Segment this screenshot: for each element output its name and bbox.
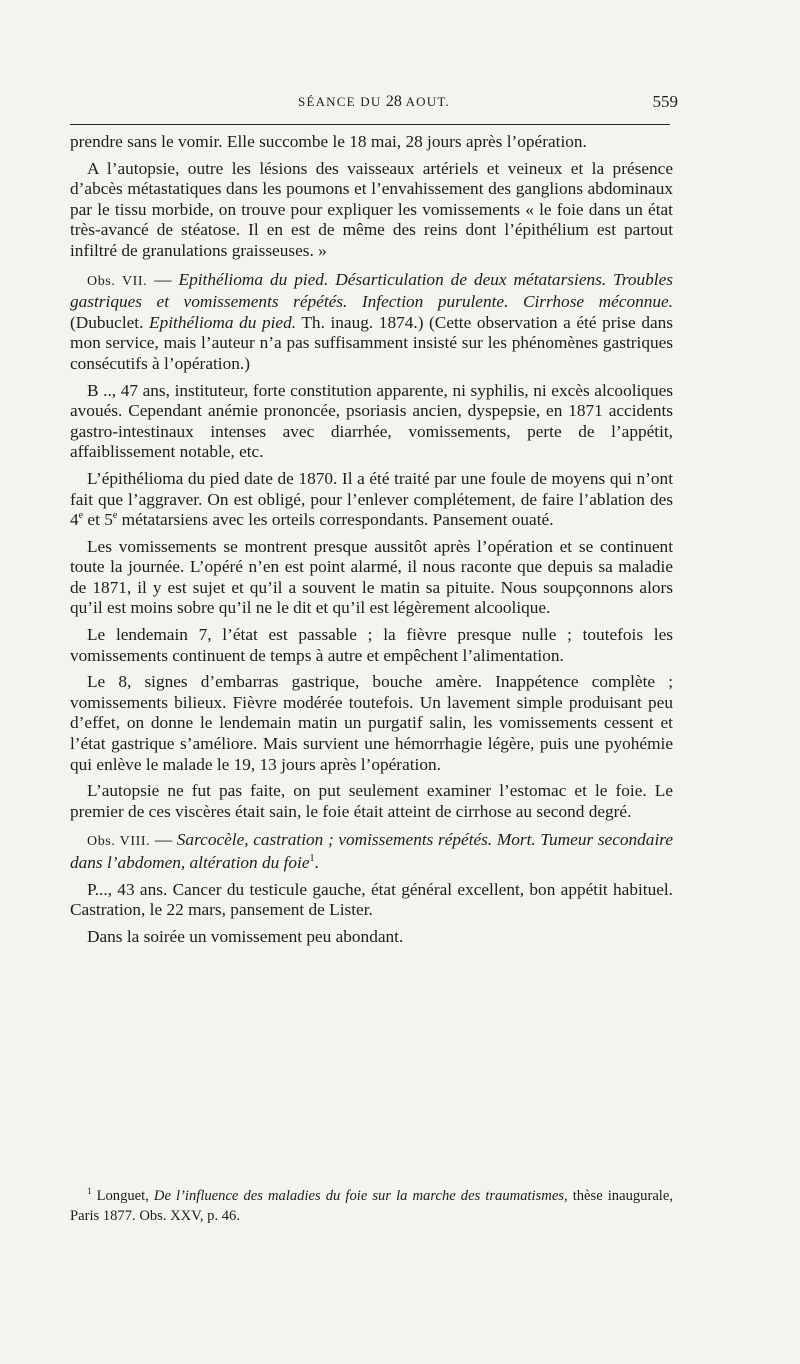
running-title-day: 28 <box>385 93 402 110</box>
observation-7-ref-b: Th. inaug. 1874.) (Cette observation a été prise dans mon service, mais l’auteur n’a pas suffisamment insisté sur les phénomènes gastriques consécutifs à l’opération.) <box>70 312 673 373</box>
paragraph-epithelioma-b: et 5 <box>83 510 113 530</box>
footnote-reference: 1 <box>309 853 315 865</box>
paragraph-epithelioma-a: L’épithélioma du pied date de 1870. Il a été traité par une foule de moyens qui n’ont fait que l’aggraver. On est obligé, pour l’enlever complétement, de faire l’ablation des 4 <box>70 468 673 530</box>
running-title-part-b: AOUT. <box>401 94 450 109</box>
running-title <box>70 90 678 114</box>
paragraph-epithelioma-c: métatarsiens avec les orteils correspondants. Pansement ouaté. <box>117 510 554 530</box>
footnote <box>70 1186 673 1226</box>
superscript-e-2: e <box>112 510 118 522</box>
observation-8-heading <box>70 830 673 873</box>
observation-8-label: Obs. VIII. <box>87 834 151 850</box>
observation-7-heading <box>70 270 673 375</box>
header-rule <box>70 124 670 125</box>
observation-7-dash: — <box>147 269 179 289</box>
observation-8-title: Sarcocèle, castration ; vomissements répétés. Mort. Tumeur secondaire dans l’abdomen, altération du foie <box>70 830 674 872</box>
footnote-marker: 1 <box>87 1186 92 1197</box>
footnote-title: De l’influence des maladies du foie sur la marche des traumatismes <box>153 1188 564 1204</box>
observation-7-title: Epithélioma du pied. Désarticulation de deux métatarsiens. Troubles gastriques et vomissements répétés. Infection purulente. Cirrhose méconnue. <box>70 269 674 312</box>
paragraph-epithelioma <box>70 469 673 531</box>
observation-8-dash: — <box>150 830 177 850</box>
body-text <box>70 132 673 953</box>
paragraph-autopsy-2: L’autopsie ne fut pas faite, on put seulement examiner l’estomac et le foie. Le premier de ces viscères était sain, le foie était atteint de cirrhose au second degré. <box>70 781 673 821</box>
observation-7-ref-title: Epithélioma du pied. <box>149 312 297 332</box>
page-number: 559 <box>652 92 678 111</box>
paragraph-day-8: Le 8, signes d’embarras gastrique, bouche amère. Inappétence complète ; vomissements bilieux. Fièvre modérée toutefois. Un lavement simple produisant peu d’effet, on donne le lendemain matin un purgatif salin, les vomissements cessent et l’état gastrique s’améliore. Mais survient une hémorrhagie légère, puis une pyohémie qui enlève le malade le 19, 13 jours après l’opération. <box>70 672 673 774</box>
paragraph-patient-b: B .., 47 ans, instituteur, forte constitution apparente, ni syphilis, ni excès alcooliques avoués. Cependant anémie prononcée, psoriasis ancien, dyspepsie, en 1871 accidents gastro-intestinaux intenses avec diarrhée, vomissements, perte de l’appétit, affaiblissement notable, etc. <box>70 380 673 462</box>
running-title-part-a: SÉANCE DU <box>298 94 386 109</box>
observation-7-label: Obs. VII. <box>87 273 148 289</box>
paragraph-evening: Dans la soirée un vomissement peu abondant. <box>87 926 404 946</box>
paragraph-vomiting: Les vomissements se montrent presque aussitôt après l’opération et se continuent toute la journée. L’opéré n’en est point alarmé, il nous raconte que depuis sa maladie de 1871, il y est sujet et qu’il a souvent le matin sa pituite. Nous soupçonnons alors qu’il est moins sobre qu’il ne le dit et qu’il est légèrement alcoolique. <box>70 536 673 618</box>
observation-8-end: . <box>314 853 319 872</box>
footnote-rest: , thèse inaugurale, Paris 1877. Obs. XXV, p. 46. <box>70 1188 673 1224</box>
paragraph-continuation: prendre sans le vomir. Elle succombe le 18 mai, 28 jours après l’opération. <box>70 132 587 151</box>
paragraph-autopsy: A l’autopsie, outre les lésions des vaisseaux artériels et veineux et la présence d’abcès métastatiques dans les poumons et l’envahissement des ganglions abdominaux par le tissu morbide, on trouve pour expliquer les vomissements « le foie dans un état très-avancé de stéatose. Il en est de même des reins dont l’épithélium est partout infiltré de granulations graisseuses. » <box>70 158 673 260</box>
footnote-author: Longuet, <box>91 1188 154 1204</box>
paragraph-patient-p: P..., 43 ans. Cancer du testicule gauche, état général excellent, bon appétit habituel. Castration, le 22 mars, pansement de Lister. <box>70 879 673 920</box>
paragraph-day-7: Le lendemain 7, l’état est passable ; la fièvre presque nulle ; toutefois les vomissements continuent de temps à autre et empêchent l’alimentation. <box>70 625 673 665</box>
running-head <box>70 90 678 114</box>
observation-7-ref-a: (Dubuclet. <box>70 312 150 332</box>
superscript-e-1: e <box>78 510 84 522</box>
